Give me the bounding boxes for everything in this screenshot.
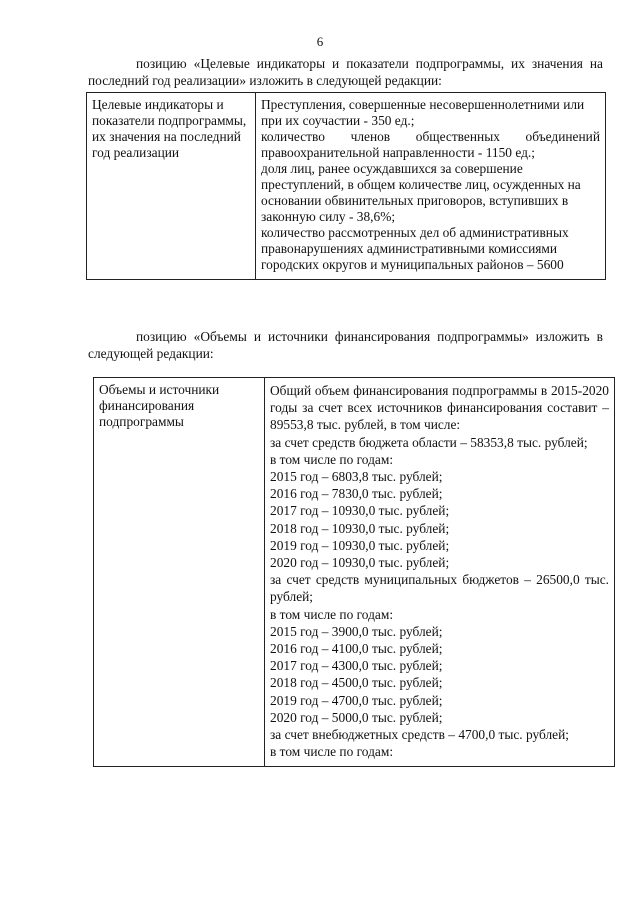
list-item: 2017 год – 10930,0 тыс. рублей; — [270, 503, 450, 519]
list-item: за счет средств бюджета области – 58353,8 тыс. рублей; — [270, 434, 588, 450]
section1-intro-text: позицию «Целевые индикаторы и показатели подпрограммы, их значения на последний год реализации» изложить в следующей редакции: — [88, 56, 603, 88]
list-item: 2019 год – 4700,0 тыс. рублей; — [270, 692, 443, 708]
table-row — [94, 378, 615, 767]
list-item: 2018 год – 4500,0 тыс. рублей; — [270, 675, 443, 691]
list-item: за счет средств муниципальных бюджетов – 26500,0 тыс. рублей; — [270, 572, 609, 605]
list-item: 2015 год – 3900,0 тыс. рублей; — [270, 623, 443, 639]
section2-intro — [88, 328, 603, 362]
section2-value — [265, 378, 615, 767]
list-item: 2020 год – 10930,0 тыс. рублей; — [270, 555, 450, 571]
list-item: в том числе по годам: — [270, 744, 394, 760]
list-item: в том числе по годам: — [270, 606, 394, 622]
list-item: 2016 год – 7830,0 тыс. рублей; — [270, 486, 443, 502]
list-item: количество рассмотренных дел об административных правонарушениях административными комиссиями городских округов и муниципальных районов – 5600 — [261, 225, 569, 272]
list-item: доля лиц, ранее осуждавшихся за совершение преступлений, в общем количестве лиц, осужденных на основании обвинительных приговоров, вступивших в законную силу - 38,6%; — [261, 161, 581, 224]
table-row — [87, 93, 606, 280]
section1-intro — [88, 55, 603, 89]
list-item: за счет внебюджетных средств – 4700,0 тыс. рублей; — [270, 727, 570, 743]
list-item: 2015 год – 6803,8 тыс. рублей; — [270, 469, 443, 485]
list-item: 2019 год – 10930,0 тыс. рублей; — [270, 537, 450, 553]
section2-intro-text: позицию «Объемы и источники финансирования подпрограммы» изложить в следующей редакции: — [88, 329, 603, 361]
section1-label: Целевые индикаторы и показатели подпрограммы, их значения на последний год реализации — [87, 93, 256, 280]
list-item: 2018 год – 10930,0 тыс. рублей; — [270, 520, 450, 536]
list-item: Общий объем финансирования подпрограммы в 2015-2020 годы за счет всех источников финансирования составит – 89553,8 тыс. рублей, в том числе: — [270, 383, 609, 433]
page-number: 6 — [316, 34, 324, 49]
section1-value — [256, 93, 606, 280]
list-item: 2016 год – 4100,0 тыс. рублей; — [270, 641, 443, 657]
section1-table — [86, 92, 606, 280]
list-item: 2020 год – 5000,0 тыс. рублей; — [270, 709, 443, 725]
list-item: в том числе по годам: — [270, 451, 394, 467]
list-item: Преступления, совершенные несовершеннолетними или при их соучастии - 350 ед.; — [261, 97, 585, 128]
section2-label: Объемы и источники финансирования подпрограммы — [94, 378, 265, 767]
list-item: 2017 год – 4300,0 тыс. рублей; — [270, 658, 443, 674]
list-item: количество членов общественных объединений правоохранительной направленности - 1150 ед.; — [261, 129, 600, 160]
section2-table — [93, 377, 615, 767]
